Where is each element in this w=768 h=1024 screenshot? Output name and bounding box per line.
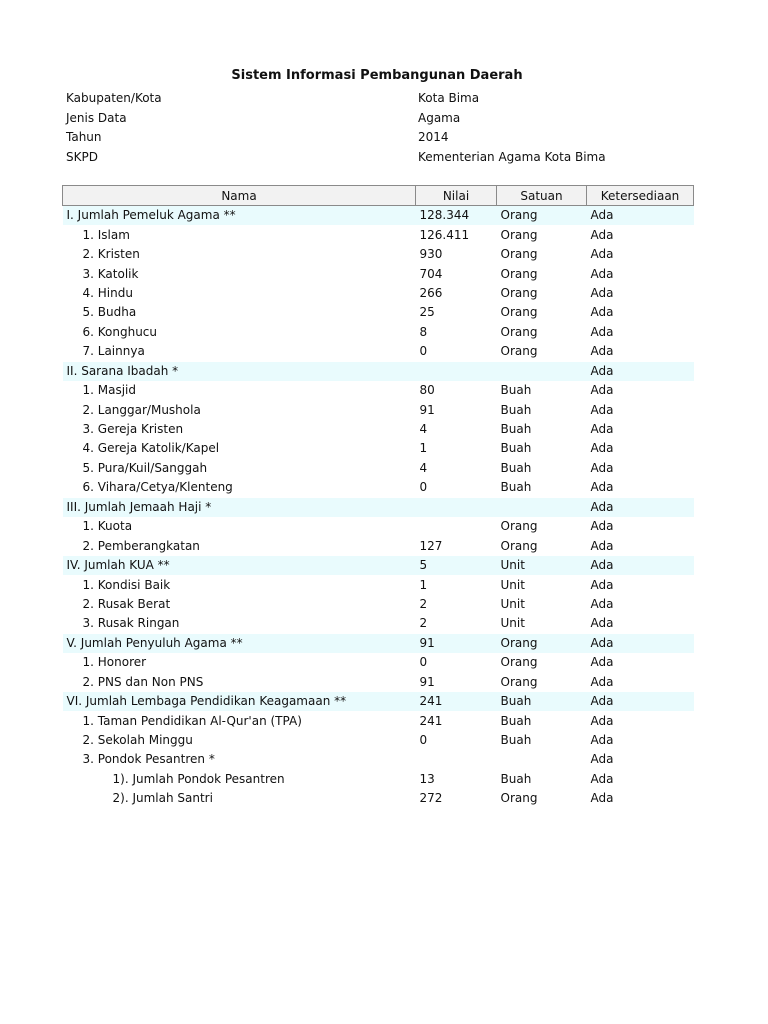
cell-satuan: Orang bbox=[497, 634, 587, 653]
cell-nama: 1. Kondisi Baik bbox=[82, 577, 171, 592]
cell-ketersediaan: Ada bbox=[590, 247, 614, 262]
cell-nama: 5. Pura/Kuil/Sanggah bbox=[82, 460, 208, 475]
table-row bbox=[63, 556, 694, 575]
cell-satuan: Orang bbox=[497, 206, 587, 226]
meta-value: Agama bbox=[418, 110, 461, 125]
meta-row bbox=[66, 128, 696, 148]
table-row bbox=[63, 770, 694, 789]
table-header-row bbox=[63, 186, 694, 206]
cell-ketersediaan: Ada bbox=[590, 285, 614, 300]
cell-nama: 3. Rusak Ringan bbox=[82, 616, 180, 631]
cell-nilai: 241 bbox=[416, 692, 497, 711]
table-row bbox=[63, 517, 694, 536]
cell-satuan: Buah bbox=[500, 771, 532, 786]
cell-satuan: Orang bbox=[500, 285, 538, 300]
cell-nama: IV. Jumlah KUA ** bbox=[63, 556, 416, 575]
table-row bbox=[63, 575, 694, 594]
cell-nama: 2. Kristen bbox=[82, 247, 140, 262]
meta-label: Kabupaten/Kota bbox=[66, 91, 162, 105]
cell-ketersediaan: Ada bbox=[590, 538, 614, 553]
meta-row bbox=[66, 89, 696, 109]
cell-nama: 2. Pemberangkatan bbox=[82, 538, 200, 553]
cell-nama: I. Jumlah Pemeluk Agama ** bbox=[63, 206, 416, 226]
table-row bbox=[63, 614, 694, 633]
header-nama: Nama bbox=[63, 186, 416, 206]
table-row bbox=[63, 323, 694, 342]
cell-ketersediaan: Ada bbox=[587, 362, 694, 381]
cell-nilai: 0 bbox=[419, 733, 428, 748]
cell-nilai bbox=[416, 750, 497, 769]
cell-nama: 1. Islam bbox=[82, 227, 130, 242]
meta-value: Kota Bima bbox=[418, 91, 480, 105]
cell-ketersediaan: Ada bbox=[590, 771, 614, 786]
cell-ketersediaan: Ada bbox=[590, 674, 614, 689]
page-title: Sistem Informasi Pembangunan Daerah bbox=[231, 68, 523, 83]
cell-ketersediaan: Ada bbox=[590, 266, 614, 281]
cell-nilai: 127 bbox=[419, 538, 443, 553]
cell-nilai: 930 bbox=[419, 247, 443, 262]
cell-nilai: 0 bbox=[419, 344, 428, 359]
cell-satuan: Orang bbox=[500, 247, 538, 262]
cell-satuan: Buah bbox=[500, 480, 532, 495]
cell-nilai: 80 bbox=[419, 383, 435, 398]
cell-satuan: Buah bbox=[500, 460, 532, 475]
cell-nilai: 0 bbox=[419, 480, 428, 495]
meta-value: Kementerian Agama Kota Bima bbox=[418, 149, 606, 164]
cell-satuan: Orang bbox=[500, 538, 538, 553]
cell-satuan: Orang bbox=[500, 674, 538, 689]
cell-nilai: 266 bbox=[419, 285, 443, 300]
cell-nama: 3. Pondok Pesantren * bbox=[82, 752, 215, 767]
cell-ketersediaan: Ada bbox=[590, 227, 614, 242]
cell-ketersediaan: Ada bbox=[587, 634, 694, 653]
cell-satuan: Buah bbox=[497, 692, 587, 711]
table-row bbox=[63, 711, 694, 730]
cell-ketersediaan: Ada bbox=[590, 752, 614, 767]
table-row bbox=[63, 459, 694, 478]
cell-nama: 4. Gereja Katolik/Kapel bbox=[82, 441, 220, 456]
cell-nama: 1). Jumlah Pondok Pesantren bbox=[112, 771, 285, 786]
meta-label: Jenis Data bbox=[66, 110, 127, 125]
meta-row bbox=[66, 109, 696, 129]
cell-nama: 2. PNS dan Non PNS bbox=[82, 674, 204, 689]
cell-nama: V. Jumlah Penyuluh Agama ** bbox=[63, 634, 416, 653]
cell-satuan bbox=[497, 362, 587, 381]
cell-nama: 2. Rusak Berat bbox=[82, 596, 171, 611]
cell-satuan: Unit bbox=[500, 577, 525, 592]
header-ketersediaan: Ketersediaan bbox=[587, 186, 694, 206]
cell-nama: 5. Budha bbox=[82, 305, 137, 320]
cell-ketersediaan: Ada bbox=[590, 519, 614, 534]
header-satuan: Satuan bbox=[497, 186, 587, 206]
cell-ketersediaan: Ada bbox=[590, 655, 614, 670]
cell-satuan: Orang bbox=[500, 655, 538, 670]
cell-nilai: 13 bbox=[419, 771, 435, 786]
cell-nama: 6. Vihara/Cetya/Klenteng bbox=[82, 480, 233, 495]
cell-satuan bbox=[497, 750, 587, 769]
cell-satuan: Orang bbox=[500, 305, 538, 320]
table-row bbox=[63, 284, 694, 303]
cell-nama: 2. Langgar/Mushola bbox=[82, 402, 201, 417]
cell-nilai: 91 bbox=[419, 402, 435, 417]
cell-nama: 7. Lainnya bbox=[82, 344, 145, 359]
cell-nama: 4. Hindu bbox=[82, 285, 133, 300]
table-row bbox=[63, 789, 694, 808]
table-row bbox=[63, 303, 694, 322]
table-row bbox=[63, 420, 694, 439]
cell-nilai: 8 bbox=[419, 324, 428, 339]
cell-ketersediaan: Ada bbox=[590, 305, 614, 320]
table-row bbox=[63, 673, 694, 692]
cell-ketersediaan: Ada bbox=[590, 713, 614, 728]
cell-nilai: 128.344 bbox=[416, 206, 497, 226]
cell-nilai: 1 bbox=[419, 441, 428, 456]
cell-satuan: Orang bbox=[500, 344, 538, 359]
table-row bbox=[63, 731, 694, 750]
cell-ketersediaan: Ada bbox=[590, 383, 614, 398]
table-row bbox=[63, 206, 694, 226]
cell-ketersediaan: Ada bbox=[590, 441, 614, 456]
cell-nilai: 704 bbox=[419, 266, 443, 281]
cell-satuan: Orang bbox=[500, 266, 538, 281]
cell-nilai: 5 bbox=[416, 556, 497, 575]
cell-nama: 2). Jumlah Santri bbox=[112, 791, 213, 806]
meta-label: SKPD bbox=[66, 149, 98, 164]
table-row bbox=[63, 225, 694, 244]
cell-nama: 1. Honorer bbox=[82, 655, 147, 670]
cell-satuan: Orang bbox=[500, 227, 538, 242]
table-row bbox=[63, 381, 694, 400]
table-row bbox=[63, 536, 694, 555]
table-row bbox=[63, 498, 694, 517]
cell-nilai: 4 bbox=[419, 422, 428, 437]
meta-label: Tahun bbox=[66, 130, 102, 144]
cell-nama: 3. Katolik bbox=[82, 266, 139, 281]
table-row bbox=[63, 634, 694, 653]
cell-ketersediaan: Ada bbox=[590, 422, 614, 437]
cell-nama: 1. Masjid bbox=[82, 383, 137, 398]
cell-ketersediaan: Ada bbox=[590, 577, 614, 592]
cell-nilai: 25 bbox=[419, 305, 435, 320]
cell-nilai: 4 bbox=[419, 460, 428, 475]
table-row bbox=[63, 692, 694, 711]
cell-nama: 2. Sekolah Minggu bbox=[82, 733, 193, 748]
cell-ketersediaan: Ada bbox=[587, 206, 694, 226]
header-nilai: Nilai bbox=[416, 186, 497, 206]
cell-nilai: 91 bbox=[419, 674, 435, 689]
cell-nilai: 91 bbox=[416, 634, 497, 653]
table-row bbox=[63, 245, 694, 264]
cell-satuan bbox=[497, 498, 587, 517]
cell-nilai bbox=[416, 498, 497, 517]
meta-row bbox=[66, 148, 696, 168]
cell-ketersediaan: Ada bbox=[590, 733, 614, 748]
cell-ketersediaan: Ada bbox=[587, 556, 694, 575]
cell-ketersediaan: Ada bbox=[590, 616, 614, 631]
cell-satuan: Buah bbox=[500, 441, 532, 456]
cell-satuan: Buah bbox=[500, 383, 532, 398]
cell-ketersediaan: Ada bbox=[590, 402, 614, 417]
cell-satuan: Orang bbox=[500, 519, 538, 534]
cell-satuan: Orang bbox=[500, 791, 538, 806]
cell-nilai: 126.411 bbox=[419, 227, 470, 242]
cell-nama: 1. Taman Pendidikan Al-Qur'an (TPA) bbox=[82, 713, 302, 728]
cell-nama: 1. Kuota bbox=[82, 519, 133, 534]
cell-nama: 6. Konghucu bbox=[82, 324, 158, 339]
cell-nama: II. Sarana Ibadah * bbox=[63, 362, 416, 381]
cell-satuan: Unit bbox=[500, 596, 525, 611]
cell-nama: VI. Jumlah Lembaga Pendidikan Keagamaan ** bbox=[63, 692, 416, 711]
cell-nama: 3. Gereja Kristen bbox=[82, 422, 184, 437]
cell-ketersediaan: Ada bbox=[587, 692, 694, 711]
cell-ketersediaan: Ada bbox=[587, 498, 694, 517]
cell-ketersediaan: Ada bbox=[590, 480, 614, 495]
data-table bbox=[62, 185, 694, 809]
table-row bbox=[63, 595, 694, 614]
cell-ketersediaan: Ada bbox=[590, 791, 614, 806]
table-row bbox=[63, 439, 694, 458]
cell-satuan: Unit bbox=[500, 616, 525, 631]
cell-ketersediaan: Ada bbox=[590, 460, 614, 475]
cell-nama: III. Jumlah Jemaah Haji * bbox=[63, 498, 416, 517]
table-row bbox=[63, 653, 694, 672]
cell-satuan: Buah bbox=[500, 733, 532, 748]
cell-nilai bbox=[416, 517, 497, 536]
table-row bbox=[63, 362, 694, 381]
cell-nilai: 241 bbox=[419, 713, 443, 728]
cell-satuan: Buah bbox=[500, 402, 532, 417]
cell-nilai: 0 bbox=[419, 655, 428, 670]
table-row bbox=[63, 264, 694, 283]
cell-satuan: Unit bbox=[497, 556, 587, 575]
cell-nilai: 2 bbox=[419, 616, 428, 631]
cell-ketersediaan: Ada bbox=[590, 324, 614, 339]
cell-nilai: 2 bbox=[419, 596, 428, 611]
cell-ketersediaan: Ada bbox=[590, 344, 614, 359]
meta-info bbox=[66, 89, 696, 167]
cell-ketersediaan: Ada bbox=[590, 596, 614, 611]
table-row bbox=[63, 750, 694, 769]
cell-nilai: 272 bbox=[419, 791, 443, 806]
table-row bbox=[63, 400, 694, 419]
table-row bbox=[63, 342, 694, 361]
table-row bbox=[63, 478, 694, 497]
cell-nilai bbox=[416, 362, 497, 381]
cell-satuan: Buah bbox=[500, 422, 532, 437]
cell-satuan: Orang bbox=[500, 324, 538, 339]
cell-satuan: Buah bbox=[500, 713, 532, 728]
meta-value: 2014 bbox=[418, 130, 449, 144]
cell-nilai: 1 bbox=[419, 577, 428, 592]
